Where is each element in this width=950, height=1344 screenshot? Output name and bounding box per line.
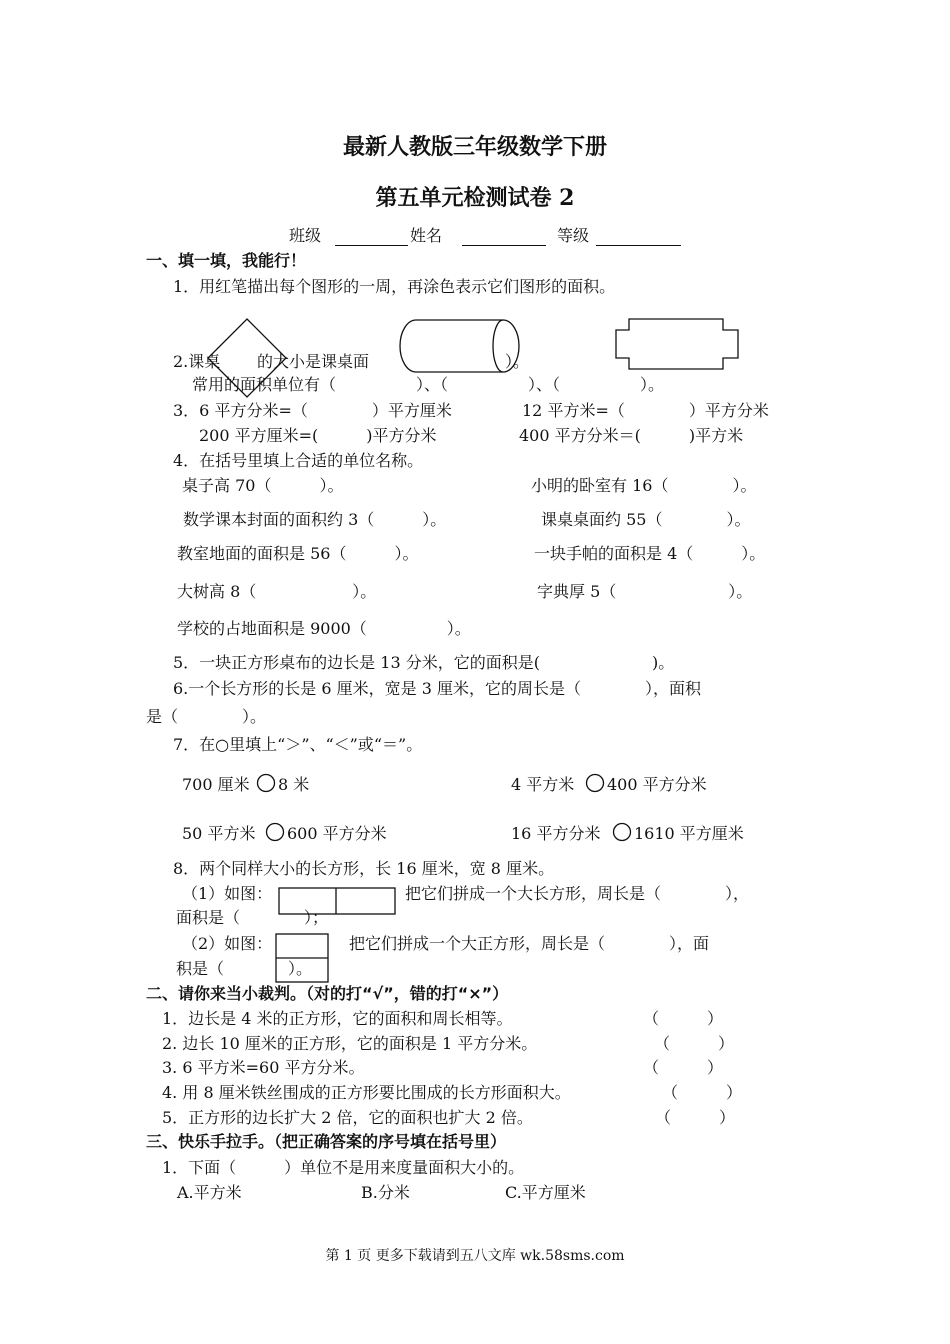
question-1-8-2-area: 积是（ ）。 bbox=[176, 959, 313, 978]
judge-item: 1．边长是 4 米的正方形，它的面积和周长相等。 bbox=[162, 1009, 513, 1028]
class-label: 班级 bbox=[289, 226, 322, 245]
question-1-2-line2: 常用的面积单位有（ ）、（ ）、（ ）。 bbox=[192, 375, 665, 394]
class-blank[interactable] bbox=[335, 245, 408, 246]
question-1-8-1-label: （1）如图： bbox=[182, 884, 273, 903]
section-3-heading: 三、快乐手拉手。（把正确答案的序号填在括号里） bbox=[146, 1132, 507, 1151]
choice-question-1: 1．下面（ ）单位不是用来度量面积大小的。 bbox=[162, 1158, 525, 1177]
question-1-3-b: 12 平方米=（ ）平方分米 bbox=[522, 401, 769, 420]
compare-circle[interactable] bbox=[256, 773, 276, 793]
question-1-5: 5．一块正方形桌布的边长是 13 分米，它的面积是( )。 bbox=[173, 653, 675, 672]
list-item: 桌子高 70（ ）。 bbox=[182, 476, 344, 495]
judge-item: 3. 6 平方米=60 平方分米。 bbox=[162, 1058, 365, 1077]
compare-right: 1610 平方厘米 bbox=[634, 824, 744, 843]
compare-circle[interactable] bbox=[585, 773, 605, 793]
question-1-8-1-area: 面积是（ ）； bbox=[176, 908, 329, 927]
list-item: 字典厚 5（ ）。 bbox=[537, 582, 753, 601]
list-item: 教室地面的面积是 56（ ）。 bbox=[177, 544, 419, 563]
judge-paren[interactable]: （ ） bbox=[655, 1108, 736, 1127]
question-1-2-part-b: 的大小是课桌面 bbox=[257, 352, 370, 371]
cylinder-shape bbox=[400, 318, 522, 374]
judge-paren[interactable]: （ ） bbox=[643, 1058, 724, 1077]
compare-circle[interactable] bbox=[265, 822, 285, 842]
judge-item: 4. 用 8 厘米铁丝围成的正方形要比围成的长方形面积大。 bbox=[162, 1083, 571, 1102]
compare-left: 50 平方米 bbox=[182, 824, 256, 843]
page-footer: 第 1 页 更多下载请到五八文库 wk.58sms.com bbox=[325, 1248, 625, 1264]
compare-right: 600 平方分米 bbox=[287, 824, 387, 843]
question-1-6: 6.一个长方形的长是 6 厘米，宽是 3 厘米，它的周长是（ ），面积 bbox=[173, 679, 701, 698]
question-1-3-c: 200 平方厘米=( )平方分米 bbox=[199, 426, 437, 445]
page-subtitle: 第五单元检测试卷 2 bbox=[375, 185, 575, 211]
compare-right: 8 米 bbox=[278, 775, 310, 794]
grade-label: 等级 bbox=[557, 226, 590, 245]
question-1-2-part-a: 2.课桌 bbox=[173, 352, 221, 371]
list-item: 小明的卧室有 16（ ）。 bbox=[531, 476, 757, 495]
page-title: 最新人教版三年级数学下册 bbox=[342, 134, 607, 160]
question-1-1: 1．用红笔描出每个图形的一周，再涂色表示它们图形的面积。 bbox=[173, 277, 616, 296]
question-1-7: 7．在○里填上“＞”、“＜”或“＝”。 bbox=[173, 735, 423, 754]
option-c[interactable]: C.平方厘米 bbox=[505, 1183, 586, 1202]
judge-item: 2. 边长 10 厘米的正方形，它的面积是 1 平方分米。 bbox=[162, 1034, 538, 1053]
list-item: 课桌桌面约 55（ ）。 bbox=[541, 510, 751, 529]
list-item: 数学课本封面的面积约 3（ ）。 bbox=[183, 510, 447, 529]
question-1-8: 8．两个同样大小的长方形，长 16 厘米，宽 8 厘米。 bbox=[173, 859, 555, 878]
section-1-heading: 一、填一填，我能行！ bbox=[146, 251, 307, 270]
question-1-3-d: 400 平方分米＝( )平方米 bbox=[519, 426, 744, 445]
question-1-8-2-label: （2）如图： bbox=[182, 934, 273, 953]
option-b[interactable]: B.分米 bbox=[361, 1183, 410, 1202]
cross-shape bbox=[615, 318, 739, 370]
question-1-8-1-text: 把它们拼成一个大长方形，周长是（ ）， bbox=[405, 884, 750, 903]
judge-paren[interactable]: （ ） bbox=[643, 1009, 724, 1028]
question-1-6-line2: 是（ ）。 bbox=[146, 707, 267, 726]
list-item: 大树高 8（ ）。 bbox=[177, 582, 377, 601]
name-blank[interactable] bbox=[462, 245, 546, 246]
option-a[interactable]: A.平方米 bbox=[177, 1183, 242, 1202]
compare-right: 400 平方分米 bbox=[607, 775, 707, 794]
question-1-3-a: 3．6 平方分米=（ ）平方厘米 bbox=[173, 401, 452, 420]
question-1-2-part-c: ）。 bbox=[505, 352, 530, 371]
list-item: 一块手帕的面积是 4（ ）。 bbox=[534, 544, 766, 563]
question-1-8-2-text: 把它们拼成一个大正方形，周长是（ ），面 bbox=[349, 934, 710, 953]
compare-left: 16 平方分米 bbox=[511, 824, 601, 843]
judge-item: 5．正方形的边长扩大 2 倍，它的面积也扩大 2 倍。 bbox=[162, 1108, 533, 1127]
name-label: 姓名 bbox=[410, 226, 443, 245]
compare-left: 4 平方米 bbox=[511, 775, 575, 794]
list-item: 学校的占地面积是 9000（ ）。 bbox=[177, 619, 471, 638]
judge-paren[interactable]: （ ） bbox=[662, 1083, 743, 1102]
question-1-4: 4．在括号里填上合适的单位名称。 bbox=[173, 451, 424, 470]
section-2-heading: 二、请你来当小裁判。（对的打“√”，错的打“×”） bbox=[146, 984, 509, 1003]
compare-circle[interactable] bbox=[612, 822, 632, 842]
judge-paren[interactable]: （ ） bbox=[654, 1034, 735, 1053]
grade-blank[interactable] bbox=[596, 245, 681, 246]
compare-left: 700 厘米 bbox=[182, 775, 250, 794]
